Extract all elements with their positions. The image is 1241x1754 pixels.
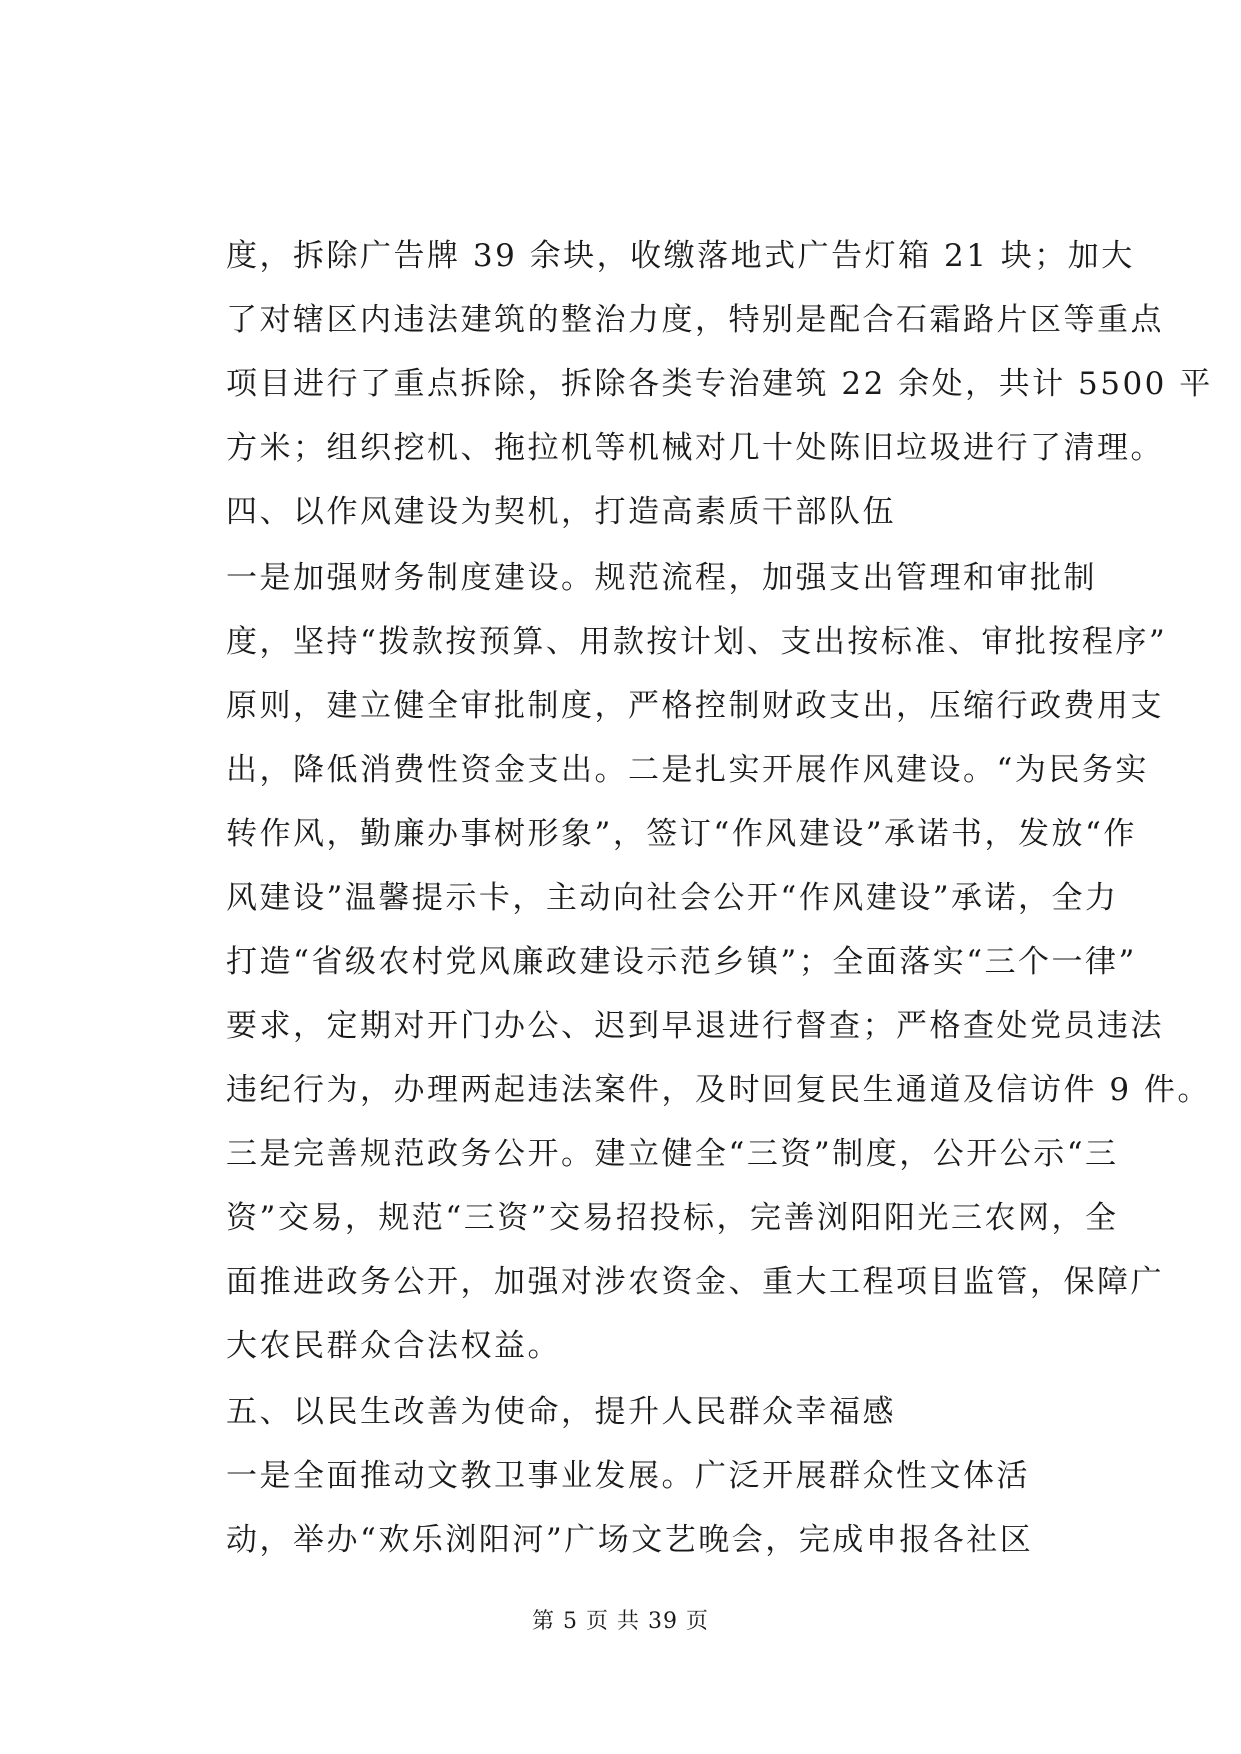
text-line: 打造“省级农村党风廉政建设示范乡镇”；全面落实“三个一律”: [226, 944, 1137, 980]
text-line: 方米；组织挖机、拖拉机等机械对几十处陈旧垃圾进行了清理。: [226, 430, 1164, 466]
text-line: 项目进行了重点拆除，拆除各类专治建筑 22 余处，共计 5500 平: [226, 366, 1213, 402]
text-line: 了对辖区内违法建筑的整治力度，特别是配合石霜路片区等重点: [226, 302, 1164, 338]
text-line: 度，拆除广告牌 39 余块，收缴落地式广告灯箱 21 块；加大: [226, 238, 1135, 274]
text-line: 出，降低消费性资金支出。二是扎实开展作风建设。“为民务实: [226, 752, 1149, 788]
text-line: 一是全面推动文教卫事业发展。广泛开展群众性文体活: [226, 1458, 1030, 1494]
text-line: 三是完善规范政务公开。建立健全“三资”制度，公开公示“三: [226, 1136, 1119, 1172]
text-line: 度，坚持“拨款按预算、用款按计划、支出按标准、审批按程序”: [226, 624, 1168, 660]
text-line: 面推进政务公开，加强对涉农资金、重大工程项目监管，保障广: [226, 1264, 1164, 1300]
text-line: 一是加强财务制度建设。规范流程，加强支出管理和审批制: [226, 560, 1097, 596]
text-line: 风建设”温馨提示卡，主动向社会公开“作风建设”承诺，全力: [226, 880, 1119, 916]
text-line: 转作风，勤廉办事树形象”，签订“作风建设”承诺书，发放“作: [226, 816, 1137, 852]
page-footer: 第 5 页 共 39 页: [532, 1609, 709, 1634]
text-line: 动，举办“欢乐浏阳河”广场文艺晚会，完成申报各社区: [226, 1522, 1034, 1558]
section-heading: 五、以民生改善为使命，提升人民群众幸福感: [226, 1394, 896, 1430]
text-line: 违纪行为，办理两起违法案件，及时回复民生通道及信访件 9 件。: [226, 1072, 1211, 1108]
text-line: 资”交易，规范“三资”交易招投标，完善浏阳阳光三农网，全: [226, 1200, 1119, 1236]
section-heading: 四、以作风建设为契机，打造高素质干部队伍: [226, 494, 896, 530]
text-line: 要求，定期对开门办公、迟到早退进行督查；严格查处党员违法: [226, 1008, 1164, 1044]
text-line: 大农民群众合法权益。: [226, 1328, 561, 1364]
text-line: 原则，建立健全审批制度，严格控制财政支出，压缩行政费用支: [226, 688, 1164, 724]
